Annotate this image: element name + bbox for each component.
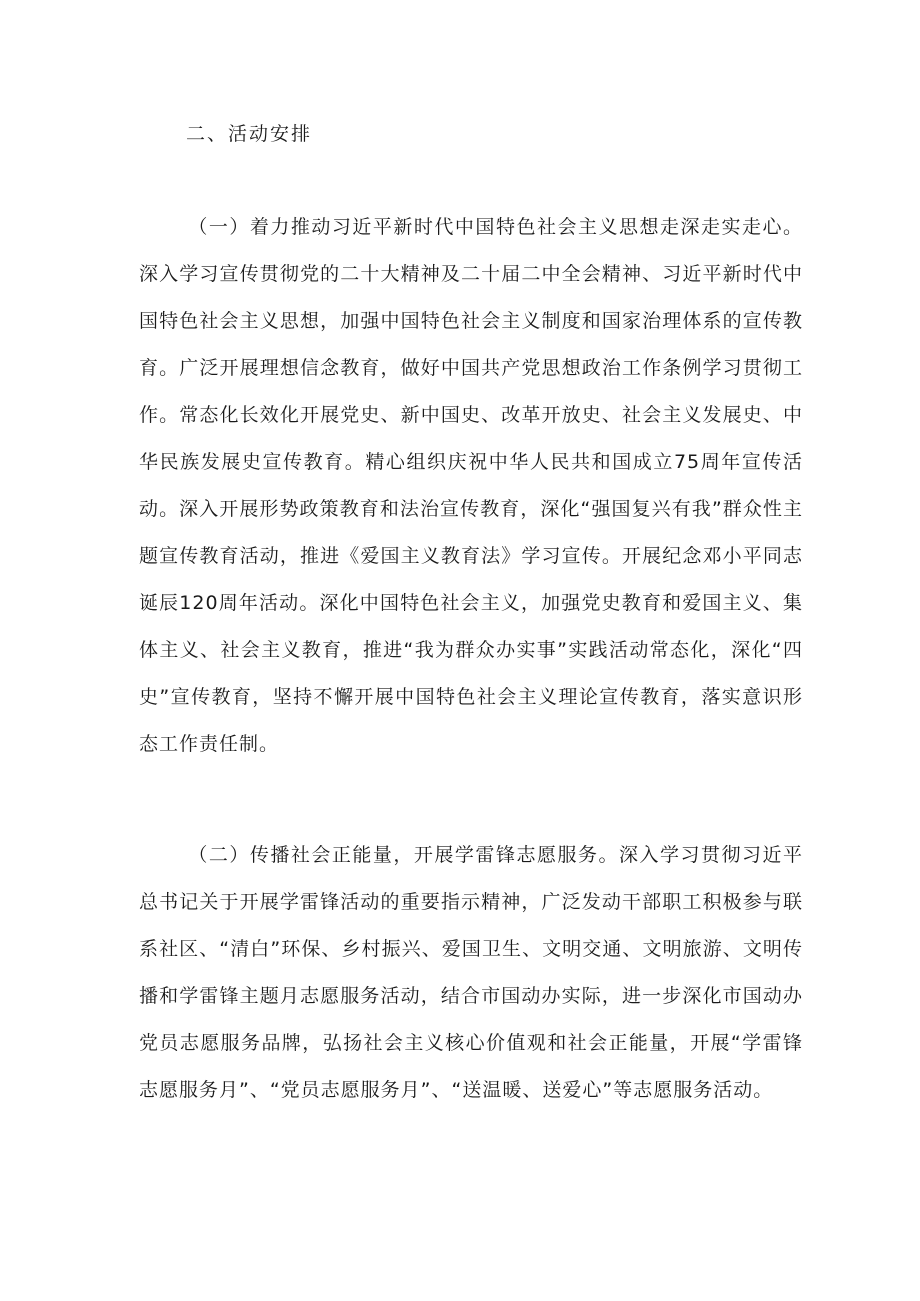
- paragraph-activity-2: （二）传播社会正能量，开展学雷锋志愿服务。深入学习贯彻习近平总书记关于开展学雷锋活动的重要指示精神，广泛发动干部职工积极参与联系社区、“清白”环保、乡村振兴、爱国卫生、文明交通、文明旅游、文明传播和学雷锋主题月志愿服务活动，结合市国动办实际，进一步深化市国动办党员志愿服务品牌，弘扬社会主义核心价值观和社会正能量，开展“学雷锋志愿服务月”、“党员志愿服务月”、“送温暖、送爱心”等志愿服务活动。: [139, 844, 803, 1101]
- section-heading: 二、活动安排: [186, 123, 313, 145]
- paragraph-activity-1: （一）着力推动习近平新时代中国特色社会主义思想走深走实走心。深入学习宣传贯彻党的二十大精神及二十届二中全会精神、习近平新时代中国特色社会主义思想，加强中国特色社会主义制度和国家治理体系的宣传教育。广泛开展理想信念教育，做好中国共产党思想政治工作条例学习贯彻工作。常态化长效化开展党史、新中国史、改革开放史、社会主义发展史、中华民族发展史宣传教育。精心组织庆祝中华人民共和国成立75周年宣传活动。深入开展形势政策教育和法治宣传教育，深化“强国复兴有我”群众性主题宣传教育活动，推进《爱国主义教育法》学习宣传。开展纪念邓小平同志诞辰120周年活动。深化中国特色社会主义，加强党史教育和爱国主义、集体主义、社会主义教育，推进“我为群众办实事”实践活动常态化，深化“四史”宣传教育，坚持不懈开展中国特色社会主义理论宣传教育，落实意识形态工作责任制。: [139, 216, 803, 755]
